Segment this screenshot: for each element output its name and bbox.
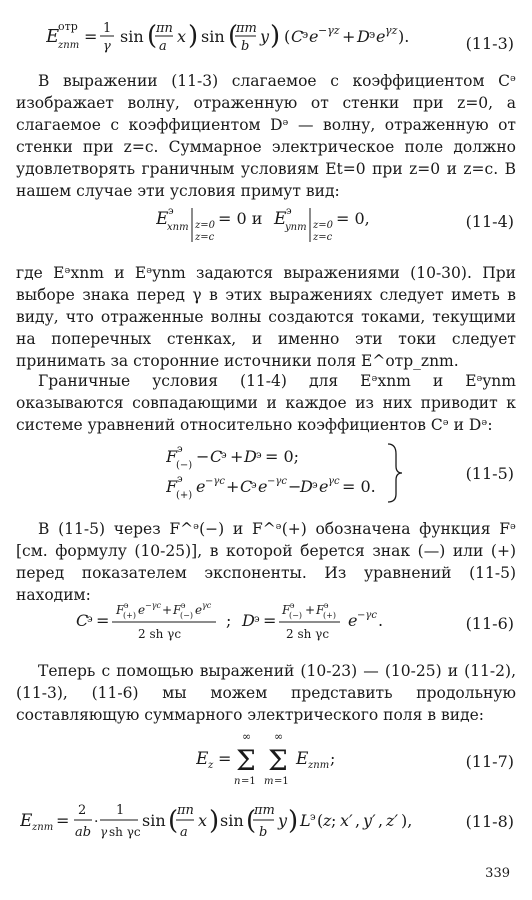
svg-text:E: E xyxy=(274,209,287,229)
svg-text:;: ; xyxy=(330,749,336,768)
svg-text:sin: sin xyxy=(201,27,225,46)
svg-text:э: э xyxy=(254,614,260,625)
svg-text:;: ; xyxy=(331,811,337,830)
svg-text:(: ( xyxy=(317,811,324,830)
svg-text:э: э xyxy=(324,601,329,610)
svg-text:e: e xyxy=(309,27,319,46)
svg-text:znm: znm xyxy=(58,40,80,51)
svg-text:,: , xyxy=(355,811,361,830)
svg-text:C: C xyxy=(76,611,89,630)
svg-text:1: 1 xyxy=(103,21,112,36)
svg-text:z=0: z=0 xyxy=(195,220,216,231)
svg-text:·: · xyxy=(94,814,99,830)
svg-text:): ) xyxy=(288,806,299,836)
equation-number: (11-8) xyxy=(465,812,514,831)
svg-text:D: D xyxy=(357,27,370,46)
svg-text:э: э xyxy=(256,450,262,461)
svg-text:э: э xyxy=(302,28,309,41)
svg-text:=: = xyxy=(56,811,70,830)
paragraph: Граничные условия (11-4) для Eᵊxnm и Eᵊynm оказываются совпадающими и каждое из них приводит к системе уравнений относительно коэффициентов Cᵊ и Dᵊ: xyxy=(16,372,516,434)
svg-text:+: + xyxy=(305,603,316,617)
svg-text:1: 1 xyxy=(116,803,125,818)
equation-number: (11-5) xyxy=(465,464,514,483)
svg-text:(: ( xyxy=(284,27,291,46)
svg-text:=: = xyxy=(263,611,277,630)
svg-text:э: э xyxy=(369,28,376,41)
svg-text:sin: sin xyxy=(142,811,166,830)
svg-text:x: x xyxy=(198,811,208,830)
svg-text:э: э xyxy=(168,206,174,217)
svg-text:b: b xyxy=(241,39,250,54)
svg-text:x: x xyxy=(177,27,187,46)
svg-text:F: F xyxy=(282,603,291,617)
svg-text:),: ), xyxy=(401,811,413,830)
svg-text:э: э xyxy=(312,480,318,491)
svg-text:E: E xyxy=(296,749,309,769)
svg-text:z=c: z=c xyxy=(313,232,333,243)
svg-text:a: a xyxy=(159,39,167,54)
svg-text:Σ: Σ xyxy=(268,744,288,777)
svg-text:y: y xyxy=(260,27,270,46)
svg-text:(−): (−) xyxy=(180,611,193,620)
svg-text:ab: ab xyxy=(75,825,92,840)
svg-text:b: b xyxy=(259,825,268,840)
svg-text:): ) xyxy=(209,806,220,836)
svg-text:= 0 и: = 0 и xyxy=(218,209,263,228)
svg-text:;: ; xyxy=(226,611,232,630)
equation-number: (11-7) xyxy=(465,752,514,771)
svg-text:E: E xyxy=(46,26,60,47)
svg-text:z′: z′ xyxy=(386,811,399,830)
svg-text:n: n xyxy=(234,776,241,787)
svg-text:э: э xyxy=(251,480,257,491)
svg-text:(: ( xyxy=(246,806,257,836)
svg-text:2: 2 xyxy=(78,803,87,818)
svg-text:πm: πm xyxy=(236,21,257,36)
svg-text:э: э xyxy=(221,450,227,461)
svg-text:э: э xyxy=(177,444,183,455)
svg-text:∞: ∞ xyxy=(274,730,284,743)
equation-number: (11-6) xyxy=(465,614,514,633)
equation-11-3-render xyxy=(46,8,516,58)
svg-text:(−): (−) xyxy=(289,611,302,620)
svg-text:−: − xyxy=(288,477,302,496)
svg-text:sh γc: sh γc xyxy=(109,825,141,839)
svg-text:C: C xyxy=(210,447,223,466)
svg-text:отр: отр xyxy=(58,20,78,33)
equation-11-6-render xyxy=(76,596,476,646)
svg-text:+: + xyxy=(230,447,244,466)
svg-text:F: F xyxy=(173,603,182,617)
svg-text:−γz: −γz xyxy=(318,24,340,37)
svg-text:L: L xyxy=(300,811,311,830)
svg-text:a: a xyxy=(180,825,188,840)
svg-text:−γc: −γc xyxy=(205,476,225,487)
svg-text:sin: sin xyxy=(120,27,144,46)
svg-text:э: э xyxy=(286,206,292,217)
svg-text:γ: γ xyxy=(100,825,108,839)
svg-text:−γc: −γc xyxy=(267,476,287,487)
equation-11-7-render xyxy=(196,728,416,788)
svg-text:э: э xyxy=(87,614,93,625)
svg-text:э: э xyxy=(290,601,295,610)
paragraph: В выражении (11-3) слагаемое с коэффициентом Cᵊ изображает волну, отраженную от стенки при z=0, а слагаемое с коэффициентом Dᵊ — волну, отраженную от стенки при z=c. Суммарное электрическое поле должно удовлетворять граничным условиям Et=0 при z=0 и z=c. В нашем случае эти условия примут вид: xyxy=(16,72,516,200)
svg-text:πn: πn xyxy=(156,21,173,36)
svg-text:D: D xyxy=(242,611,255,630)
equation-11-4-render xyxy=(156,198,486,250)
svg-text:znm: znm xyxy=(32,822,54,833)
svg-text:F: F xyxy=(166,477,178,496)
svg-text:e: e xyxy=(196,477,206,496)
svg-text:e: e xyxy=(258,477,268,496)
svg-text:y′: y′ xyxy=(363,811,376,830)
equation-11-8-render xyxy=(20,796,460,850)
svg-text:2 sh γc: 2 sh γc xyxy=(138,627,182,641)
svg-text:γc: γc xyxy=(202,601,212,610)
equation-number: (11-4) xyxy=(465,212,514,231)
svg-text:−: − xyxy=(196,447,210,466)
equation-11-5-render xyxy=(166,438,416,508)
svg-text:m: m xyxy=(264,776,274,787)
svg-text:E: E xyxy=(20,811,33,831)
svg-text:(: ( xyxy=(168,806,179,836)
svg-text:Σ: Σ xyxy=(236,744,256,777)
svg-text:э: э xyxy=(181,601,186,610)
equation-11-4 xyxy=(16,198,516,250)
svg-text:F: F xyxy=(116,603,125,617)
svg-text:=1: =1 xyxy=(241,776,256,787)
svg-text:γ: γ xyxy=(103,39,111,54)
svg-text:): ) xyxy=(188,21,199,51)
svg-text:x′: x′ xyxy=(340,811,353,830)
svg-text:E: E xyxy=(156,209,169,229)
svg-text:D: D xyxy=(300,477,313,496)
svg-text:ynm: ynm xyxy=(285,222,307,233)
svg-text:sin: sin xyxy=(220,811,244,830)
svg-text:znm: znm xyxy=(308,760,330,771)
svg-text:+: + xyxy=(162,603,173,617)
equation-11-7 xyxy=(16,728,516,788)
svg-text:=: = xyxy=(96,611,110,630)
svg-text:e: e xyxy=(195,603,203,617)
svg-text:): ) xyxy=(270,21,281,51)
svg-text:e: e xyxy=(348,611,358,630)
svg-text:−γc: −γc xyxy=(357,610,377,621)
svg-text:=: = xyxy=(84,27,98,46)
svg-text:+: + xyxy=(342,27,356,46)
svg-text:xnm: xnm xyxy=(167,222,189,233)
svg-text:э: э xyxy=(310,812,316,823)
svg-text:y: y xyxy=(278,811,288,830)
svg-text:e: e xyxy=(138,603,146,617)
page-number: 339 xyxy=(485,866,510,881)
svg-text:πn: πn xyxy=(177,803,194,818)
svg-text:(: ( xyxy=(147,21,158,51)
equation-11-5 xyxy=(16,438,516,508)
svg-text:πm: πm xyxy=(254,803,275,818)
svg-text:∞: ∞ xyxy=(242,730,252,743)
svg-text:z: z xyxy=(323,811,332,830)
svg-text:E: E xyxy=(196,749,209,769)
svg-text:D: D xyxy=(244,447,257,466)
svg-text:F: F xyxy=(166,447,178,466)
svg-text:C: C xyxy=(291,27,304,46)
svg-text:(+): (+) xyxy=(176,490,193,501)
svg-text:C: C xyxy=(240,477,253,496)
svg-text:e: e xyxy=(376,27,386,46)
svg-text:γc: γc xyxy=(328,476,340,487)
paragraph: Теперь с помощью выражений (10-23) — (10-25) и (11-2), (11-3), (11-6) мы можем представить продольную составляющую суммарного электрического поля в виде: xyxy=(16,662,516,724)
svg-text:−γc: −γc xyxy=(145,601,161,610)
svg-text:=: = xyxy=(218,749,232,768)
svg-text:z=c: z=c xyxy=(195,232,215,243)
svg-text:.: . xyxy=(378,611,384,630)
equation-11-6 xyxy=(16,596,516,646)
svg-text:(−): (−) xyxy=(176,460,193,471)
svg-text:(: ( xyxy=(228,21,239,51)
svg-text:(+): (+) xyxy=(323,611,336,620)
svg-text:(+): (+) xyxy=(123,611,136,620)
equation-11-8 xyxy=(16,796,516,850)
svg-text:э: э xyxy=(124,601,129,610)
svg-text:,: , xyxy=(378,811,384,830)
paragraph: где Eᵊxnm и Eᵊynm задаются выражениями (10-30). При выборе знака перед γ в этих выражениях следует иметь в виду, что отраженные волны создаются токами, текущими на поперечных стенках, и именно эти токи следует принимать за сторонние источники поля E^отр_znm. xyxy=(16,264,516,370)
svg-text:e: e xyxy=(319,477,329,496)
svg-text:F: F xyxy=(316,603,325,617)
svg-text:2 sh γc: 2 sh γc xyxy=(286,627,330,641)
svg-text:z=0: z=0 xyxy=(313,220,334,231)
svg-text:γz: γz xyxy=(385,24,398,37)
svg-text:= 0;: = 0; xyxy=(265,447,300,466)
svg-text:= 0,: = 0, xyxy=(336,209,370,228)
paragraph: В (11-5) через F^ᵊ(−) и F^ᵊ(+) обозначена функция Fᵊ [см. формулу (10-25)], в которой берется знак (—) или (+) перед показателем экспоненты. Из уравнений (11-5) находим: xyxy=(16,520,516,604)
svg-text:+: + xyxy=(226,477,240,496)
svg-text:э: э xyxy=(177,474,183,485)
equation-number: (11-3) xyxy=(465,34,514,53)
svg-text:=1: =1 xyxy=(274,776,289,787)
svg-text:= 0.: = 0. xyxy=(342,477,376,496)
svg-text:).: ). xyxy=(398,27,410,46)
svg-text:z: z xyxy=(208,760,214,771)
